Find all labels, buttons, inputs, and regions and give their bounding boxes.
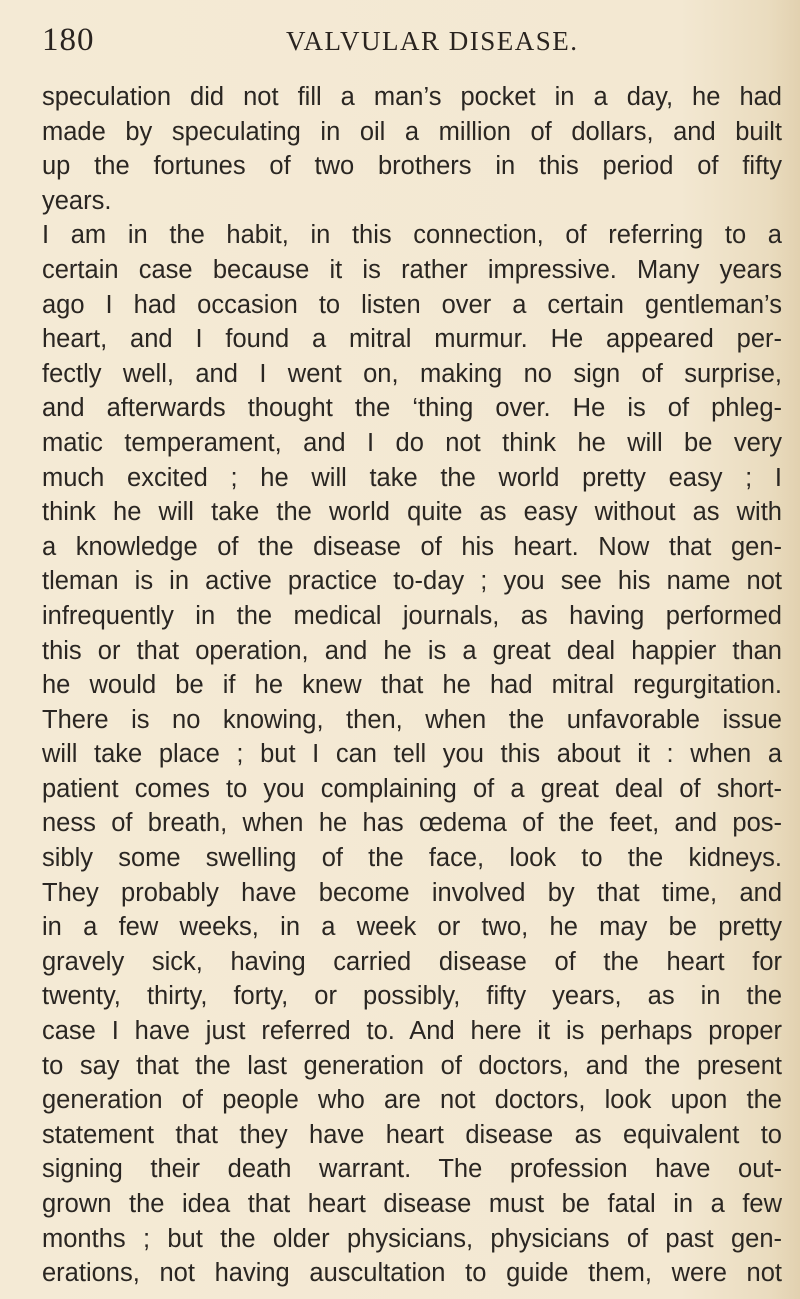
text-line: much excited ; he will take the world pretty easy ; I (42, 463, 782, 492)
text-line: matic temperament, and I do not think he will be very (42, 428, 782, 457)
text-line: signing their death warrant. The profession have out- (42, 1155, 782, 1184)
text-line: and afterwards thought the ‘thing over. He is of phleg- (42, 394, 782, 423)
text-line: up the fortunes of two brothers in this period of fifty (42, 152, 782, 181)
text-line: There is no knowing, then, when the unfavorable issue (42, 705, 782, 734)
text-line: years. (42, 186, 112, 215)
text-line: patient comes to you complaining of a great deal of short- (42, 774, 782, 803)
text-line: sibly some swelling of the face, look to the kidneys. (42, 844, 782, 873)
text-line: a knowledge of the disease of his heart. Now that gen- (42, 532, 782, 561)
text-line: ness of breath, when he has œdema of the feet, and pos- (42, 809, 782, 838)
text-line: fectly well, and I went on, making no sign of surprise, (42, 359, 782, 388)
text-line: speculation did not fill a man’s pocket in a day, he had (42, 83, 782, 111)
body-text (42, 80, 782, 1291)
text-line: this or that operation, and he is a great deal happier than (42, 636, 782, 665)
text-line: They probably have become involved by that time, and (42, 878, 782, 907)
page-header (42, 22, 762, 62)
text-line: twenty, thirty, forty, or possibly, fifty years, as in the (42, 982, 782, 1011)
text-line: think he will take the world quite as easy without as with (42, 498, 782, 527)
text-line: months ; but the older physicians, physicians of past gen- (42, 1224, 782, 1253)
text-line: gravely sick, having carried disease of the heart for (42, 947, 782, 976)
text-line: certain case because it is rather impressive. Many years (42, 255, 782, 284)
text-line: ago I had occasion to listen over a certain gentleman’s (42, 290, 782, 319)
running-head: VALVULAR DISEASE. (286, 26, 579, 56)
text-line: to say that the last generation of doctors, and the present (42, 1051, 782, 1080)
text-line: heart, and I found a mitral murmur. He appeared per- (42, 325, 782, 354)
text-line: in a few weeks, in a week or two, he may be pretty (42, 913, 782, 942)
text-line: statement that they have heart disease as equivalent to (42, 1120, 782, 1149)
text-line: will take place ; but I can tell you this about it : when a (42, 740, 782, 769)
text-line: grown the idea that heart disease must be fatal in a few (42, 1190, 782, 1218)
text-line: infrequently in the medical journals, as having performed (42, 601, 782, 630)
text-line: made by speculating in oil a million of dollars, and built (42, 117, 782, 146)
page-number: 180 (42, 22, 95, 58)
text-line: generation of people who are not doctors, look upon the (42, 1086, 782, 1115)
text-line: I am in the habit, in this connection, of referring to a (42, 221, 782, 250)
text-line: erations, not having auscultation to guide them, were not (42, 1259, 782, 1288)
text-line: tleman is in active practice to-day ; you see his name not (42, 567, 782, 596)
text-line: case I have just referred to. And here it is perhaps proper (42, 1017, 782, 1046)
text-line: he would be if he knew that he had mitral regurgitation. (42, 671, 782, 700)
